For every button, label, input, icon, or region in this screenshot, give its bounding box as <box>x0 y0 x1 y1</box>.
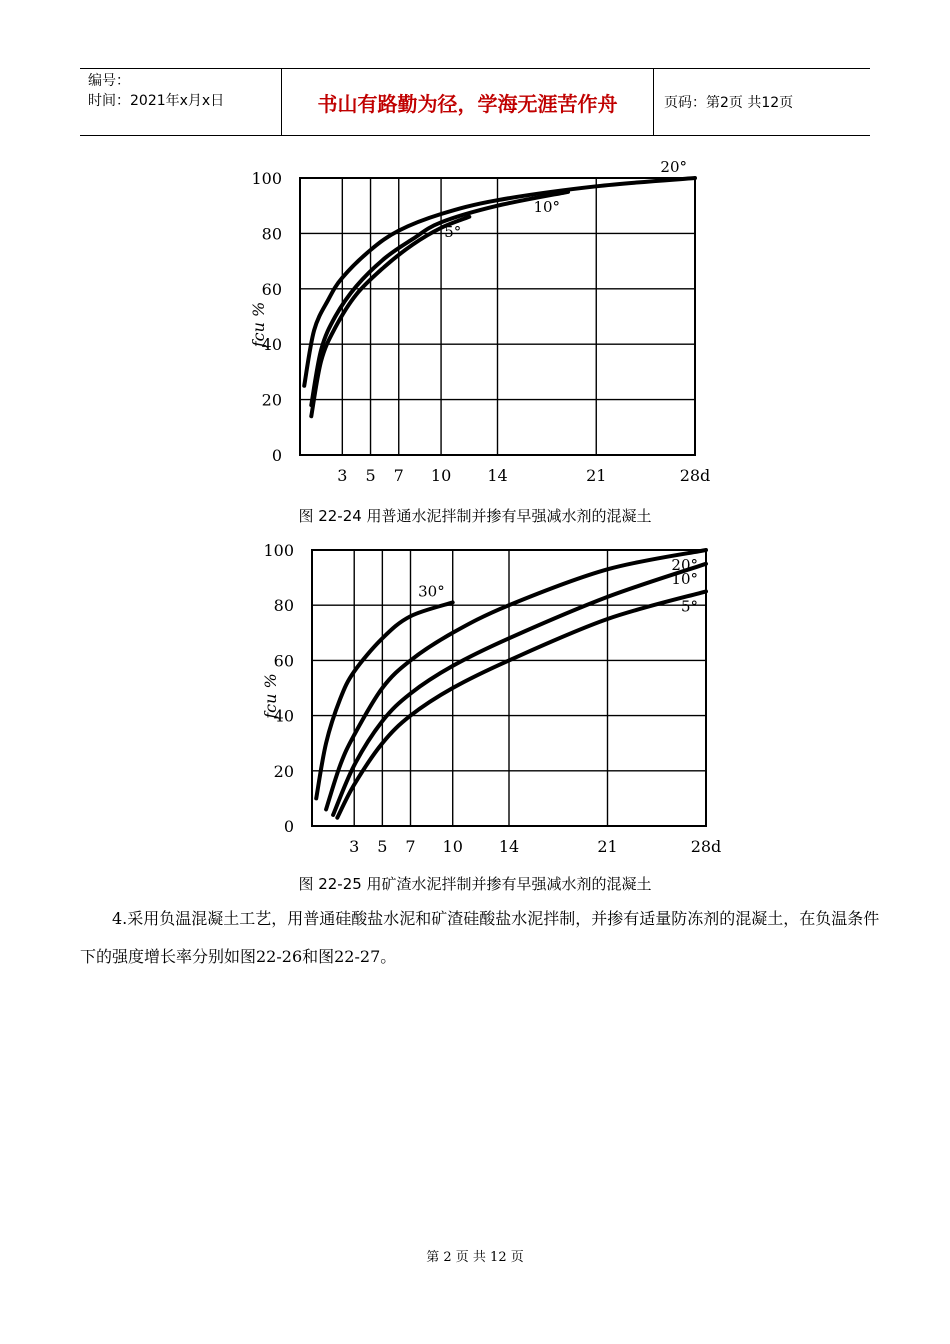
x-tick-label: 14 <box>487 466 508 485</box>
series-label: 30° <box>418 582 445 601</box>
y-tick-label: 100 <box>263 541 294 560</box>
number-label: 编号： <box>88 73 130 89</box>
time-label: 时间：2021年x月x日 <box>88 93 225 109</box>
figure-caption-22-24: 图 22-24 用普通水泥拌制并掺有早强减水剂的混凝土 <box>298 507 652 525</box>
series-label: 10° <box>671 569 698 588</box>
figure-caption-22-25: 图 22-25 用矿渣水泥拌制并掺有早强减水剂的混凝土 <box>298 875 652 893</box>
x-tick-label: 3 <box>337 466 348 485</box>
x-tick-label: 5 <box>377 837 388 856</box>
series-label: 20° <box>671 556 698 574</box>
y-tick-label: 40 <box>261 335 282 355</box>
series-line <box>311 192 568 405</box>
y-tick-label: 0 <box>283 817 294 836</box>
y-tick-label: 0 <box>271 446 282 465</box>
body-paragraph: 4.采用负温混凝土工艺，用普通硅酸盐水泥和矿渣硅酸盐水泥拌制，并掺有适量防冻剂的混凝土，在负温条件下的强度增长率分别如图22-26和图22-27。 <box>80 909 880 966</box>
y-tick-label: 100 <box>251 169 282 188</box>
x-tick-label: 7 <box>393 466 404 485</box>
x-tick-label: 10 <box>430 466 452 485</box>
x-tick-label: 28d <box>679 466 711 485</box>
x-tick-label: 28d <box>690 837 722 856</box>
series-label: 20° <box>660 160 687 176</box>
chart-figure-22-25 <box>0 530 950 870</box>
series-label: 5° <box>444 222 462 241</box>
page-footer: 第 2 页 共 12 页 <box>426 1250 524 1265</box>
page-header <box>80 68 870 136</box>
x-tick-label: 14 <box>498 837 520 856</box>
y-tick-label: 20 <box>273 761 294 781</box>
y-tick-label: 60 <box>273 651 294 671</box>
x-tick-label: 5 <box>365 466 376 485</box>
y-axis-label: fcu % <box>261 673 280 719</box>
header-meta <box>80 69 282 135</box>
x-tick-label: 3 <box>349 837 360 856</box>
x-tick-label: 7 <box>405 837 416 856</box>
page-indicator: 页码：第2页 共12页 <box>664 95 794 111</box>
x-tick-label: 21 <box>597 837 618 856</box>
y-tick-label: 60 <box>261 279 282 299</box>
chart-figure-22-24 <box>0 160 950 500</box>
series-line <box>304 178 695 386</box>
series-label: 10° <box>533 197 561 216</box>
y-tick-label: 20 <box>261 390 282 410</box>
y-tick-label: 80 <box>261 224 282 244</box>
header-motto: 书山有路勤为径，学海无涯苦作舟 <box>282 69 654 135</box>
y-tick-label: 40 <box>273 706 294 726</box>
series-line <box>337 591 706 817</box>
y-tick-label: 80 <box>273 596 294 616</box>
y-axis-label: fcu % <box>249 301 268 348</box>
series-label: 5° <box>680 597 698 616</box>
x-tick-label: 10 <box>442 837 463 856</box>
x-tick-label: 21 <box>586 466 607 485</box>
